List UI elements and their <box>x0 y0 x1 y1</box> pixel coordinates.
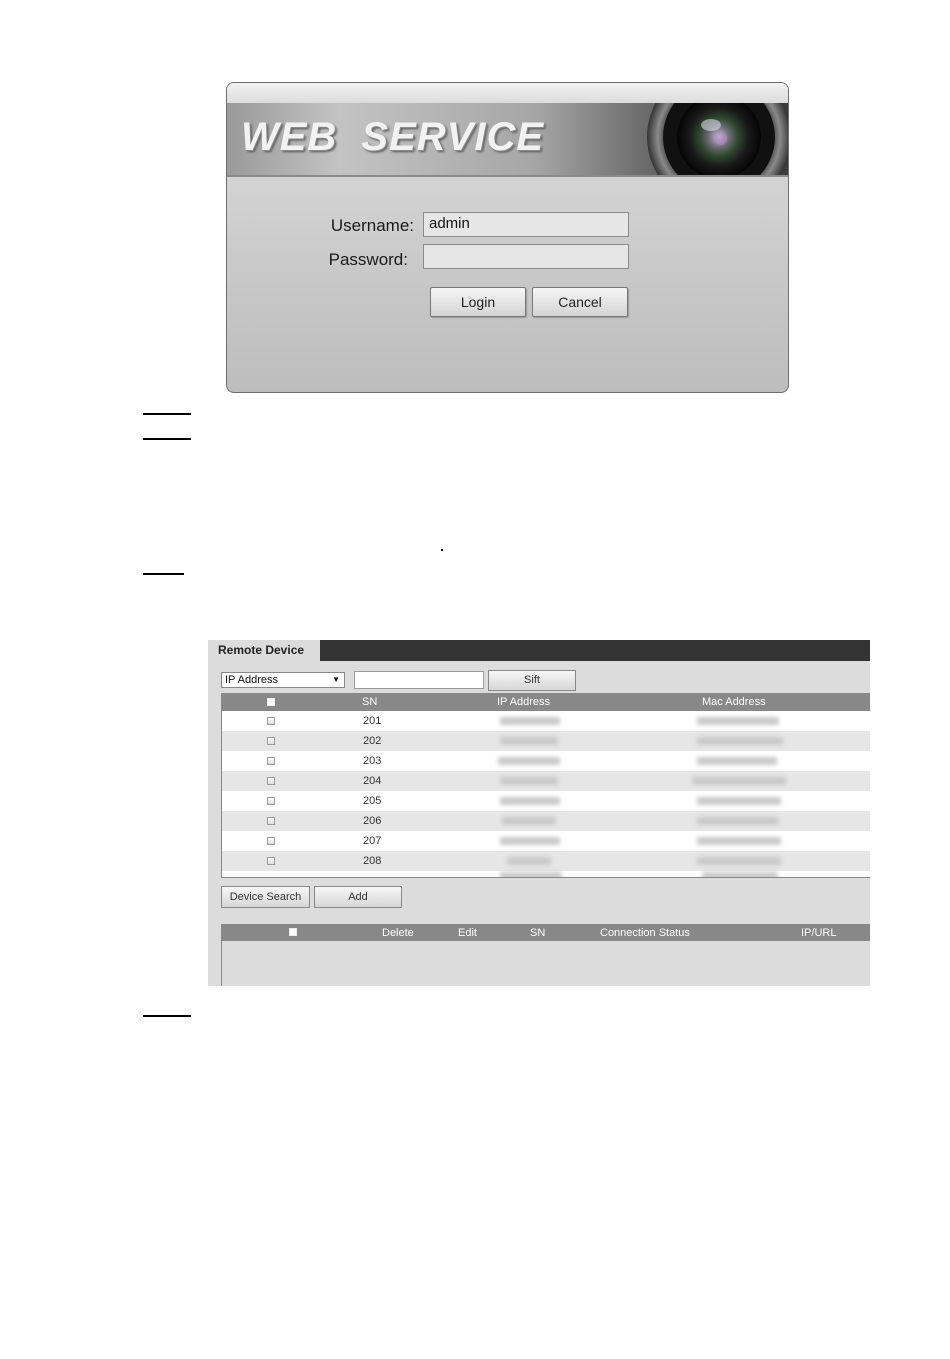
filter-select-value: IP Address <box>225 674 278 686</box>
row-checkbox[interactable] <box>267 857 275 865</box>
filter-select[interactable] <box>221 672 345 688</box>
device-search-button[interactable]: Device Search <box>221 886 310 908</box>
username-label: Username: <box>330 216 414 235</box>
dropdown-arrow-icon: ▼ <box>332 675 340 684</box>
remote-device-panel <box>208 640 870 986</box>
row-sn: 203 <box>363 755 382 767</box>
login-title-strip <box>227 83 788 103</box>
blurred-ip <box>507 857 551 865</box>
blurred-mac <box>697 717 779 725</box>
row-sn: 206 <box>363 815 382 827</box>
password-field[interactable] <box>423 244 629 269</box>
table-row[interactable] <box>222 811 870 831</box>
login-window <box>226 82 789 393</box>
select-all-checkbox[interactable] <box>267 698 275 706</box>
add-button[interactable]: Add <box>314 886 402 908</box>
blurred-ip <box>500 797 560 805</box>
blurred-mac <box>702 872 778 878</box>
row-checkbox[interactable] <box>267 757 275 765</box>
login-banner <box>227 103 788 177</box>
blurred-mac <box>692 777 786 785</box>
step-marker <box>143 1015 191 1017</box>
row-checkbox[interactable] <box>267 797 275 805</box>
row-sn: 208 <box>363 855 382 867</box>
col-connection-status: Connection Status <box>600 927 690 939</box>
sift-input[interactable] <box>354 671 484 689</box>
step-marker <box>143 573 184 575</box>
col-ip-address: IP Address <box>497 696 550 708</box>
table-row[interactable] <box>222 711 870 731</box>
row-checkbox[interactable] <box>267 817 275 825</box>
col-delete: Delete <box>382 927 414 939</box>
select-all-added-checkbox[interactable] <box>289 928 297 936</box>
blurred-mac <box>697 757 777 765</box>
blurred-mac <box>697 797 781 805</box>
col-ip-url: IP/URL <box>801 927 837 939</box>
col-sn: SN <box>530 927 546 939</box>
blurred-mac <box>697 737 783 745</box>
blurred-ip <box>500 737 558 745</box>
blurred-mac <box>697 857 781 865</box>
login-button[interactable]: Login <box>430 287 526 317</box>
blurred-ip <box>500 837 560 845</box>
blurred-ip <box>500 872 562 878</box>
table-row-partial[interactable] <box>222 871 870 878</box>
step-marker <box>143 413 191 415</box>
row-sn: 205 <box>363 795 382 807</box>
row-sn: 201 <box>363 715 382 727</box>
sift-button[interactable]: Sift <box>488 670 576 691</box>
table-row[interactable] <box>222 771 870 791</box>
row-checkbox[interactable] <box>267 777 275 785</box>
camera-lens-icon <box>641 103 789 175</box>
blurred-ip <box>500 777 558 785</box>
table-header <box>222 694 870 711</box>
col-sn: SN <box>362 696 378 708</box>
blurred-ip <box>498 757 560 765</box>
text-dot <box>441 549 443 551</box>
username-field[interactable]: admin <box>423 212 629 237</box>
table-row[interactable] <box>222 731 870 751</box>
table-row[interactable] <box>222 751 870 771</box>
row-sn: 204 <box>363 775 382 787</box>
row-sn: 202 <box>363 735 382 747</box>
added-devices-table <box>221 924 870 986</box>
search-results-table <box>221 693 870 878</box>
tab-remote-device[interactable]: Remote Device <box>208 640 320 661</box>
blurred-ip <box>502 817 556 825</box>
col-edit: Edit <box>458 927 477 939</box>
row-sn: 207 <box>363 835 382 847</box>
blurred-mac <box>697 837 781 845</box>
step-marker <box>143 438 191 440</box>
table-row[interactable] <box>222 831 870 851</box>
banner-title: WEB SERVICE <box>241 115 545 159</box>
row-checkbox[interactable] <box>267 837 275 845</box>
row-checkbox[interactable] <box>267 717 275 725</box>
table-row[interactable] <box>222 851 870 871</box>
password-label: Password: <box>328 250 408 269</box>
cancel-button[interactable]: Cancel <box>532 287 628 317</box>
added-table-header <box>222 925 870 941</box>
blurred-ip <box>500 717 560 725</box>
row-checkbox[interactable] <box>267 737 275 745</box>
col-mac-address: Mac Address <box>702 696 766 708</box>
blurred-mac <box>697 817 779 825</box>
table-row[interactable] <box>222 791 870 811</box>
